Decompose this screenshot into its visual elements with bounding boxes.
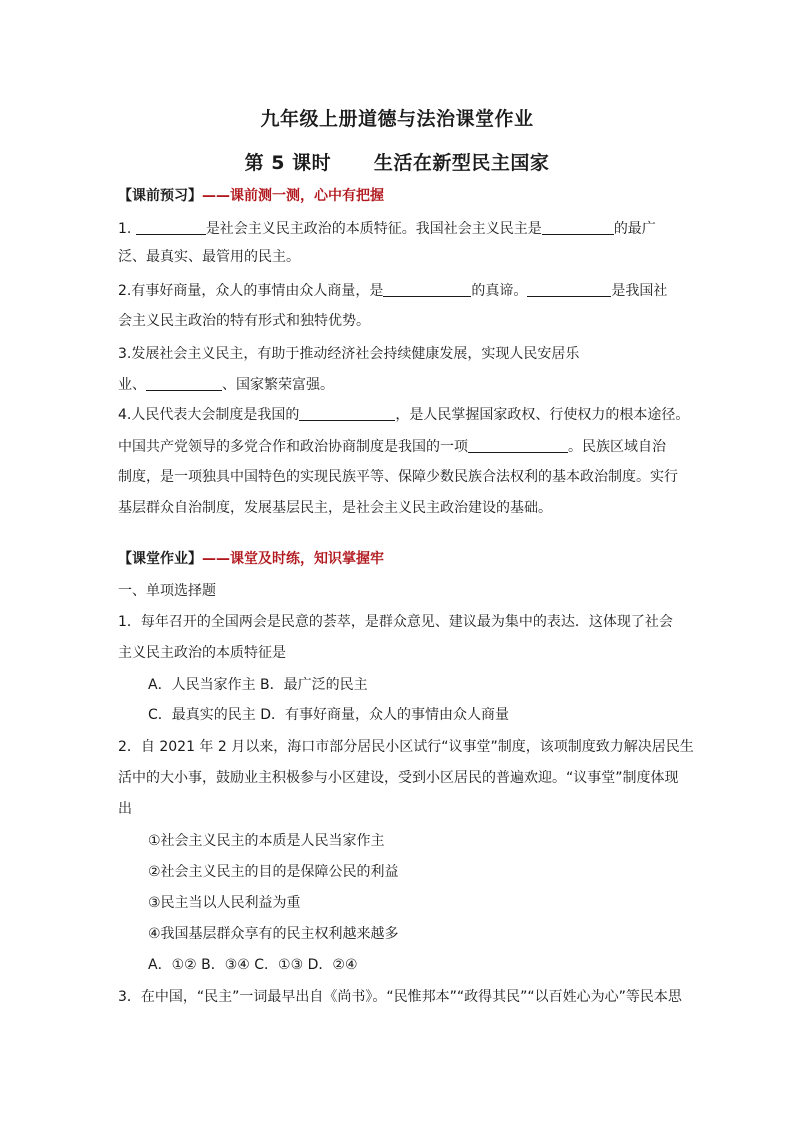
cw-q3-line1: 3．在中国，“民主”一词最早出自《尚书》。“民惟邦本”“政得其民”“以百姓心为心”等民本思 [118, 989, 682, 1005]
preview-q3-line1: 3.发展社会主义民主，有助于推动经济社会持续健康发展，实现人民安居乐 [118, 346, 580, 362]
cw-q1-options-cd: C．最真实的民主 D．有事好商量，众人的事情由众人商量 [148, 707, 510, 723]
preview-q1-line1: 1. 是社会主义民主政治的本质特征。我国社会主义民主是 的最广 [118, 221, 656, 237]
cw-q1-options-ab: A．人民当家作主 B．最广泛的民主 [148, 677, 368, 693]
preview-q4-line2: 中国共产党领导的多党合作和政治协商制度是我国的一项 。民族区域自治 [118, 439, 666, 455]
cw-q1-line1: 1．每年召开的全国两会是民意的荟萃，是群众意见、建议最为集中的表达．这体现了社会 [118, 614, 673, 630]
part-one-heading: 一、单项选择题 [118, 583, 216, 599]
cw-q2-statement-4: ④我国基层群众享有的民主权利越来越多 [148, 926, 399, 942]
document-title: 九年级上册道德与法治课堂作业 [260, 108, 534, 130]
classwork-section-heading: 【课堂作业】——课堂及时练，知识掌握牢 [118, 551, 384, 567]
answer-blank[interactable] [542, 220, 614, 235]
lesson-title: 生活在新型民主国家 [373, 152, 550, 174]
preview-q2-line2: 会主义民主政治的特有形式和独特优势。 [118, 313, 370, 329]
preview-q1-line2: 泛、最真实、最管用的民主。 [118, 249, 300, 265]
answer-blank[interactable] [527, 282, 611, 297]
answer-blank[interactable] [383, 282, 471, 297]
preview-q2-line1: 2.有事好商量，众人的事情由众人商量，是 的真谛。 是我国社 [118, 283, 668, 299]
answer-blank[interactable] [468, 438, 568, 453]
answer-blank[interactable] [136, 220, 206, 235]
preview-q4-line3: 制度，是一项独具中国特色的实现民族平等、保障少数民族合法权利的基本政治制度。实行 [118, 469, 678, 485]
preview-q3-line2: 业、 、国家繁荣富强。 [118, 377, 334, 393]
cw-q2-line2: 活中的大小事，鼓励业主积极参与小区建设，受到小区居民的普遍欢迎。“议事堂”制度体现 [118, 770, 679, 786]
lesson-heading [0, 148, 794, 175]
cw-q2-statement-3: ③民主当以人民利益为重 [148, 895, 301, 911]
cw-q1-line2: 主义民主政治的本质特征是 [118, 645, 286, 661]
cw-q2-line1: 2．自 2021 年 2 月以来，海口市部分居民小区试行“议事堂”制度，该项制度致力解决居民生 [118, 739, 694, 755]
preview-q4-line1: 4.人民代表大会制度是我国的 ，是人民掌握国家政权、行使权力的根本途径。 [118, 407, 690, 423]
lesson-number: 第 5 课时 [244, 152, 332, 174]
cw-q2-statement-1: ①社会主义民主的本质是人民当家作主 [148, 833, 385, 849]
preview-q4-line4: 基层群众自治制度，发展基层民主，是社会主义民主政治建设的基础。 [118, 500, 552, 516]
cw-q2-statement-2: ②社会主义民主的目的是保障公民的利益 [148, 864, 399, 880]
preview-section-heading: 【课前预习】——课前测一测，心中有把握 [118, 188, 384, 204]
cw-q2-options: A．①② B．③④ C．①③ D．②④ [148, 957, 358, 973]
answer-blank[interactable] [299, 406, 395, 421]
cw-q2-line3: 出 [118, 801, 132, 817]
answer-blank[interactable] [146, 376, 222, 391]
